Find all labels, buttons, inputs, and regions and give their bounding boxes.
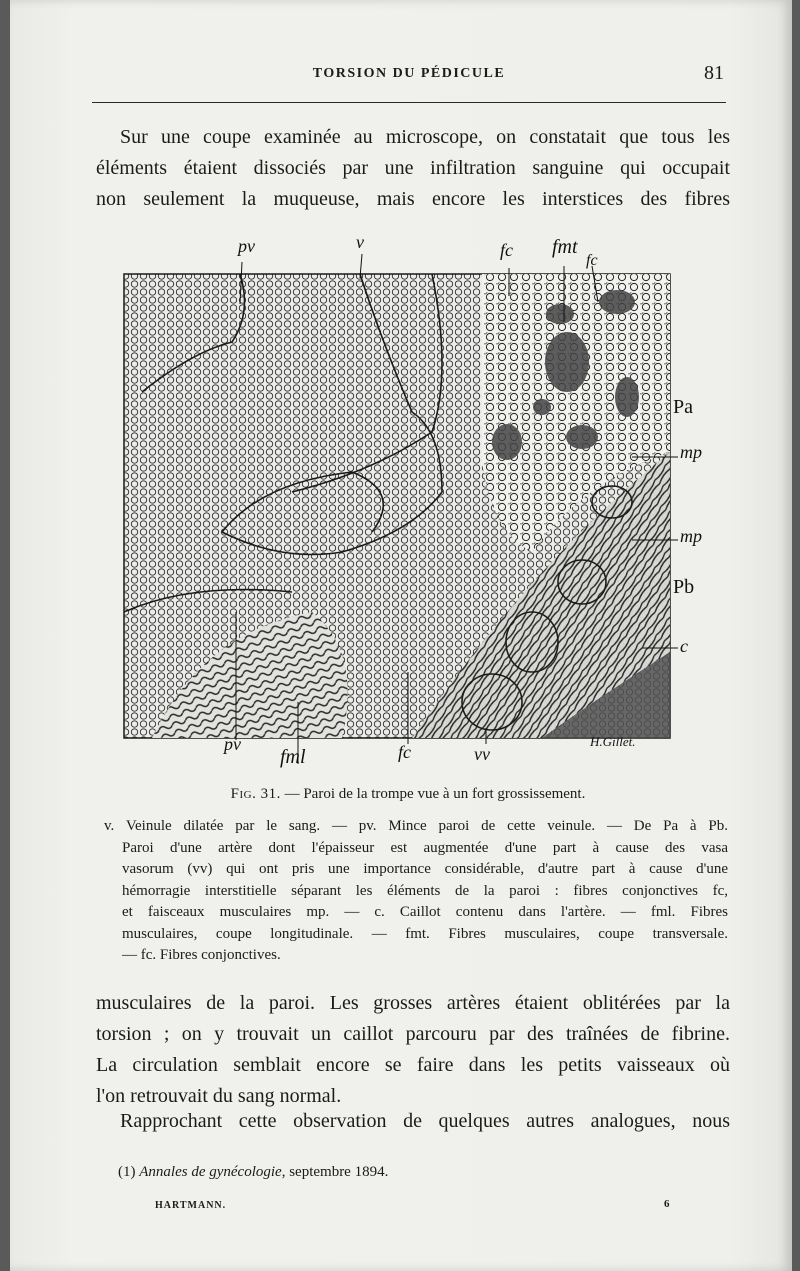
label-fc-top-2: fc xyxy=(586,252,598,269)
paragraph-2 xyxy=(96,988,730,1112)
paragraph-1 xyxy=(96,122,730,215)
text-line: Sur une coupe examinée au microscope, on constatait que tous les xyxy=(120,126,730,148)
label-v-top: v xyxy=(356,232,364,252)
text-line: éléments étaient dissociés par une infiltration sanguine qui occupait xyxy=(96,157,730,179)
legend-line: — fc. Fibres conjonctives. xyxy=(122,947,281,963)
histology-figure xyxy=(112,232,704,780)
label-c: c xyxy=(680,636,688,656)
running-title: TORSION DU PÉDICULE xyxy=(312,66,506,81)
label-pa: Pa xyxy=(673,396,693,418)
label-fml-bottom: fml xyxy=(280,746,306,768)
legend-line: hémorragie interstitielle séparant les éléments de la paroi : fibres conjonctives fc, xyxy=(122,882,728,899)
text-line: torsion ; on y trouvait un caillot parcouru par des traînées de fibrine. xyxy=(96,1023,730,1045)
text-line: musculaires de la paroi. Les grosses artères étaient oblitérées par la xyxy=(96,992,730,1014)
header-rule xyxy=(92,102,726,104)
histology-illustration xyxy=(112,232,704,780)
label-mp-2: mp xyxy=(680,526,702,546)
footnote xyxy=(118,1164,388,1181)
page-number: 81 xyxy=(704,62,724,84)
footnote-marker: (1) xyxy=(118,1164,136,1180)
label-vv-bottom: vv xyxy=(474,744,490,764)
text-line: La circulation semblait encore se faire dans les petits vaisseaux où xyxy=(96,1054,730,1076)
label-fc-bottom: fc xyxy=(398,742,411,762)
paragraph-3 xyxy=(96,1106,730,1137)
figure-legend xyxy=(104,816,728,967)
figure-title: — Paroi de la trompe vue à un fort grossissement. xyxy=(280,786,586,802)
legend-line: Paroi d'une artère dont l'épaisseur est augmentée d'une part à cause des vasa xyxy=(122,839,728,856)
text-line: non seulement la muqueuse, mais encore les interstices des fibres xyxy=(96,188,730,210)
label-pv-bottom: pv xyxy=(224,734,241,754)
text-line: Rapprochant cette observation de quelques autres analogues, nous xyxy=(120,1110,730,1132)
engraver-signature: H.Gillet. xyxy=(590,734,636,749)
legend-line: vasorum (vv) qui ont pris une importance considérable, d'autre part à cause d'une xyxy=(122,861,728,877)
legend-line: et faisceaux musculaires mp. — c. Caillot contenu dans l'artère. — fml. Fibres xyxy=(122,904,728,920)
label-mp-1: mp xyxy=(680,442,702,462)
printer-signature: HARTMANN. xyxy=(155,1200,227,1211)
page-header xyxy=(88,62,730,90)
label-fc-top: fc xyxy=(500,240,513,260)
label-pv-top: pv xyxy=(238,236,255,256)
figure-number: Fig. 31. xyxy=(230,786,281,802)
sheet-number: 6 xyxy=(664,1198,670,1210)
legend-line: musculaires, coupe longitudinale. — fmt. Fibres musculaires, coupe transversale. xyxy=(122,925,728,942)
footnote-source: Annales de gynécologie xyxy=(139,1164,282,1180)
text-line: l'on retrouvait du sang normal. xyxy=(96,1085,342,1107)
label-pb: Pb xyxy=(673,576,695,598)
figure-caption-title xyxy=(112,786,704,803)
legend-line: v. Veinule dilatée par le sang. — pv. Mince paroi de cette veinule. — De Pa à Pb. xyxy=(104,818,728,834)
footnote-rest: , septembre 1894. xyxy=(281,1164,389,1180)
label-fmt-top: fmt xyxy=(552,236,578,258)
